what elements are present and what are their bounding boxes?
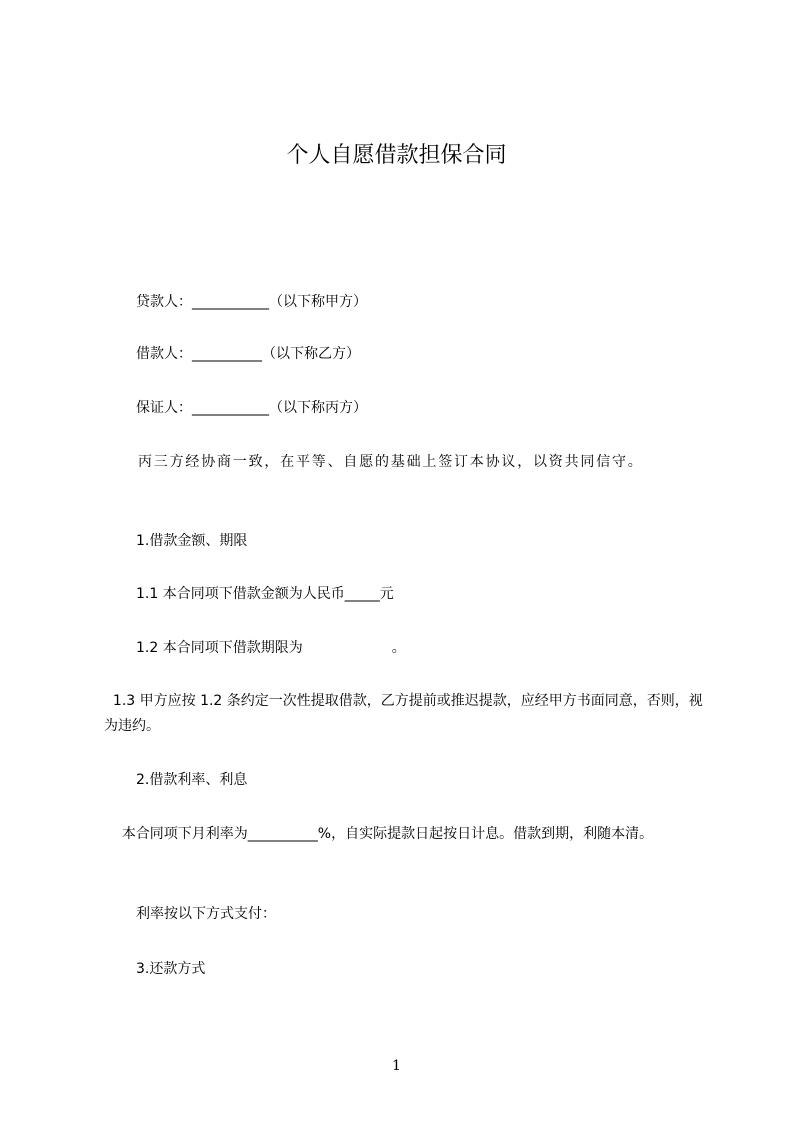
section-3-heading: 3.还款方式 xyxy=(136,961,206,977)
guarantor-line: 保证人：___________（以下称丙方） xyxy=(136,400,367,416)
section-1-heading: 1.借款金额、期限 xyxy=(136,533,248,549)
clause-1-1: 1.1 本合同项下借款金额为人民币_____元 xyxy=(136,586,394,602)
section-2-body: 本合同项下月利率为__________%，自实际提款日起按日计息。借款到期，利随本清。 xyxy=(104,826,654,842)
clause-1-2: 1.2 本合同项下借款期限为 。 xyxy=(136,640,406,656)
document-title: 个人自愿借款担保合同 xyxy=(286,143,507,168)
page-number: 1 xyxy=(392,1058,401,1074)
lender-line: 贷款人：___________（以下称甲方） xyxy=(136,294,367,310)
clause-1-3: 1.3 甲方应按 1.2 条约定一次性提取借款，乙方提前或推迟提款，应经甲方书面同意，否则，视为违约。 xyxy=(104,693,703,734)
borrower-line: 借款人：__________（以下称乙方） xyxy=(136,346,360,362)
preamble-paragraph: 丙三方经协商一致，在平等、自愿的基础上签订本协议，以资共同信守。 xyxy=(138,454,644,470)
section-2-heading: 2.借款利率、利息 xyxy=(136,772,248,788)
section-2-payment: 利率按以下方式支付： xyxy=(136,906,276,922)
